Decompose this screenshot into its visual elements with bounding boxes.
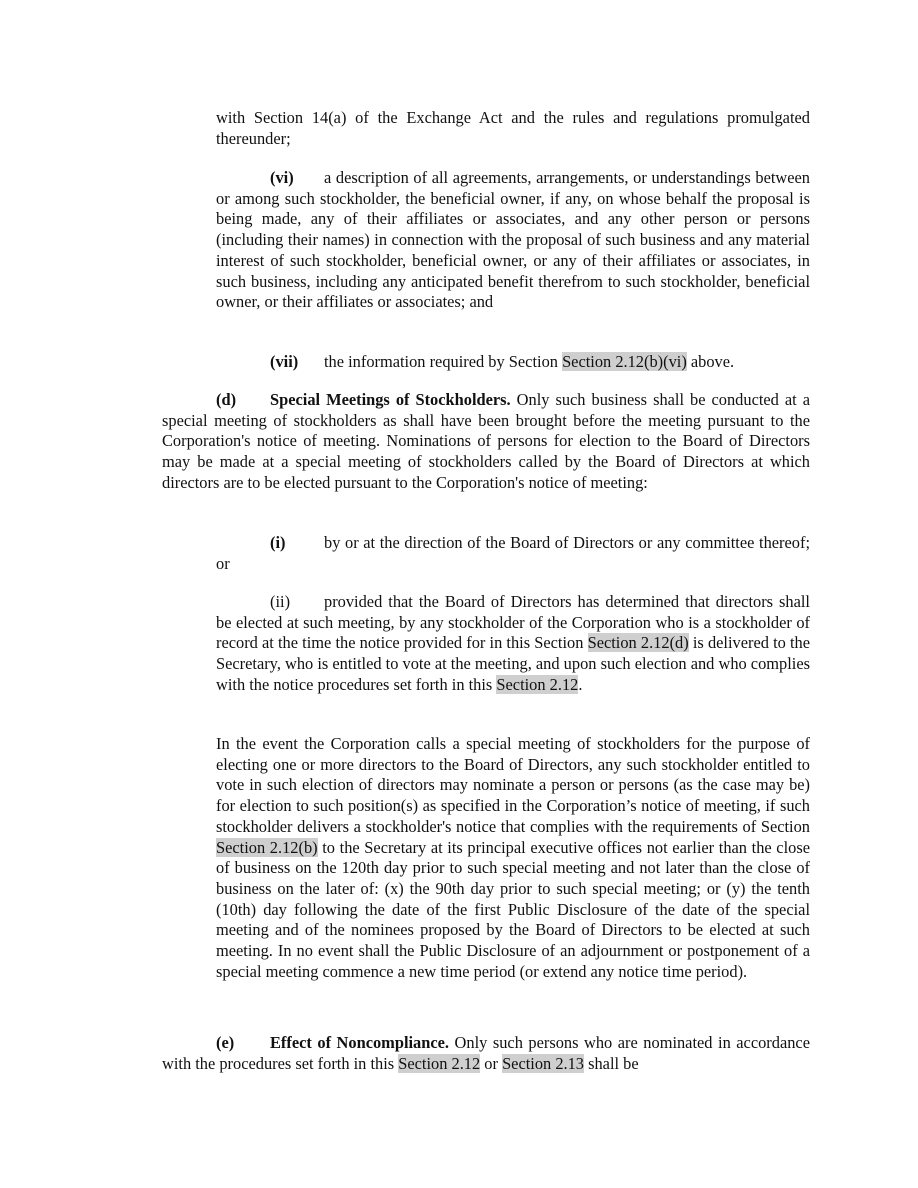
paragraph-text: a description of all agreements, arrangements, or understandings between or among such stockholder, the beneficial owner, if any, on whose behalf the proposal is being made, any of their affiliates or associates, and any other person or persons (including their names) in connection with the proposal of such business and any material interest of such stockholder, beneficial owner, or any of their affiliates or associates, in such business, including any anticipated benefit therefrom to such stockholder, beneficial owner, or their affiliates or associates; and: [216, 168, 810, 312]
clause-ii: [216, 592, 810, 696]
section-label: (d): [216, 390, 237, 409]
clause-vi: [216, 168, 810, 313]
paragraph-text: Only such persons who are nominated in accordance with the procedures set forth in this: [162, 1033, 810, 1073]
special-meeting-paragraph: [216, 734, 810, 982]
paragraph-text: above.: [686, 352, 735, 371]
paragraph-text: is delivered to the Secretary, who is entitled to vote at the meeting, and upon such election and who complies with the notice procedures set forth in this: [216, 633, 810, 694]
section-reference[interactable]: Section 2.12: [496, 674, 579, 694]
paragraph-text: with Section 14(a) of the Exchange Act and the rules and regulations promulgated thereunder;: [216, 108, 810, 148]
paragraph-text: to the Secretary at its principal executive offices not earlier than the close of business on the 120th day prior to such special meeting and not later than the close of business on the later of: (x) the 90th day prior to such special meeting; or (y) the tenth (10th) day following the date of the first Public Disclosure of the date of the special meeting and of the nominees proposed by the Board of Directors to be elected at such meeting. In no event shall the Public Disclosure of an adjournment or postponement of a special meeting commence a new time period (or extend any notice time period).: [216, 837, 810, 981]
section-reference[interactable]: Section 2.12: [398, 1053, 481, 1073]
section-reference[interactable]: Section 2.12(b)(vi): [562, 352, 687, 371]
section-heading: Effect of Noncompliance.: [270, 1033, 450, 1052]
paragraph-text: the information required by Section: [324, 352, 563, 371]
section-heading: Special Meetings of Stockholders.: [270, 390, 511, 409]
paragraph-text: or: [480, 1053, 503, 1073]
continued-paragraph: [216, 108, 810, 149]
paragraph-text: by or at the direction of the Board of Directors or any committee thereof; or: [216, 533, 810, 573]
section-e: [162, 1033, 810, 1074]
paragraph-text: Only such business shall be conducted at a special meeting of stockholders as shall have been brought before the meeting pursuant to the Corporation's notice of meeting. Nominations of persons for election to the Board of Directors may be made at a special meeting of stockholders called by the Board of Directors at which directors are to be elected pursuant to the Corporation's notice of meeting:: [162, 390, 810, 492]
section-reference[interactable]: Section 2.12(b): [216, 837, 318, 857]
section-d: [162, 390, 810, 494]
paragraph-text: .: [578, 674, 583, 694]
clause-i: [216, 533, 810, 574]
clause-label: (vi): [270, 168, 294, 187]
paragraph-text: In the event the Corporation calls a special meeting of stockholders for the purpose of electing one or more directors to the Board of Directors, any such stockholder entitled to vote in such election of directors may nominate a person or persons (as the case may be) for election to such position(s) as specified in the Corporation’s notice of meeting, if such stockholder delivers a stockholder's notice that complies with the requirements of Section: [216, 734, 810, 836]
clause-label: (ii): [270, 592, 291, 611]
clause-label: (i): [270, 533, 286, 552]
paragraph-text: shall be: [584, 1053, 639, 1073]
section-label: (e): [216, 1033, 235, 1052]
paragraph-text: provided that the Board of Directors has determined that directors shall be elected at such meeting, by any stockholder of the Corporation who is a stockholder of record at the time the notice provided for in this Section: [216, 592, 810, 653]
section-reference[interactable]: Section 2.13: [502, 1053, 585, 1073]
section-reference[interactable]: Section 2.12(d): [587, 633, 689, 653]
clause-vii: [216, 352, 810, 373]
clause-label: (vii): [270, 352, 299, 371]
